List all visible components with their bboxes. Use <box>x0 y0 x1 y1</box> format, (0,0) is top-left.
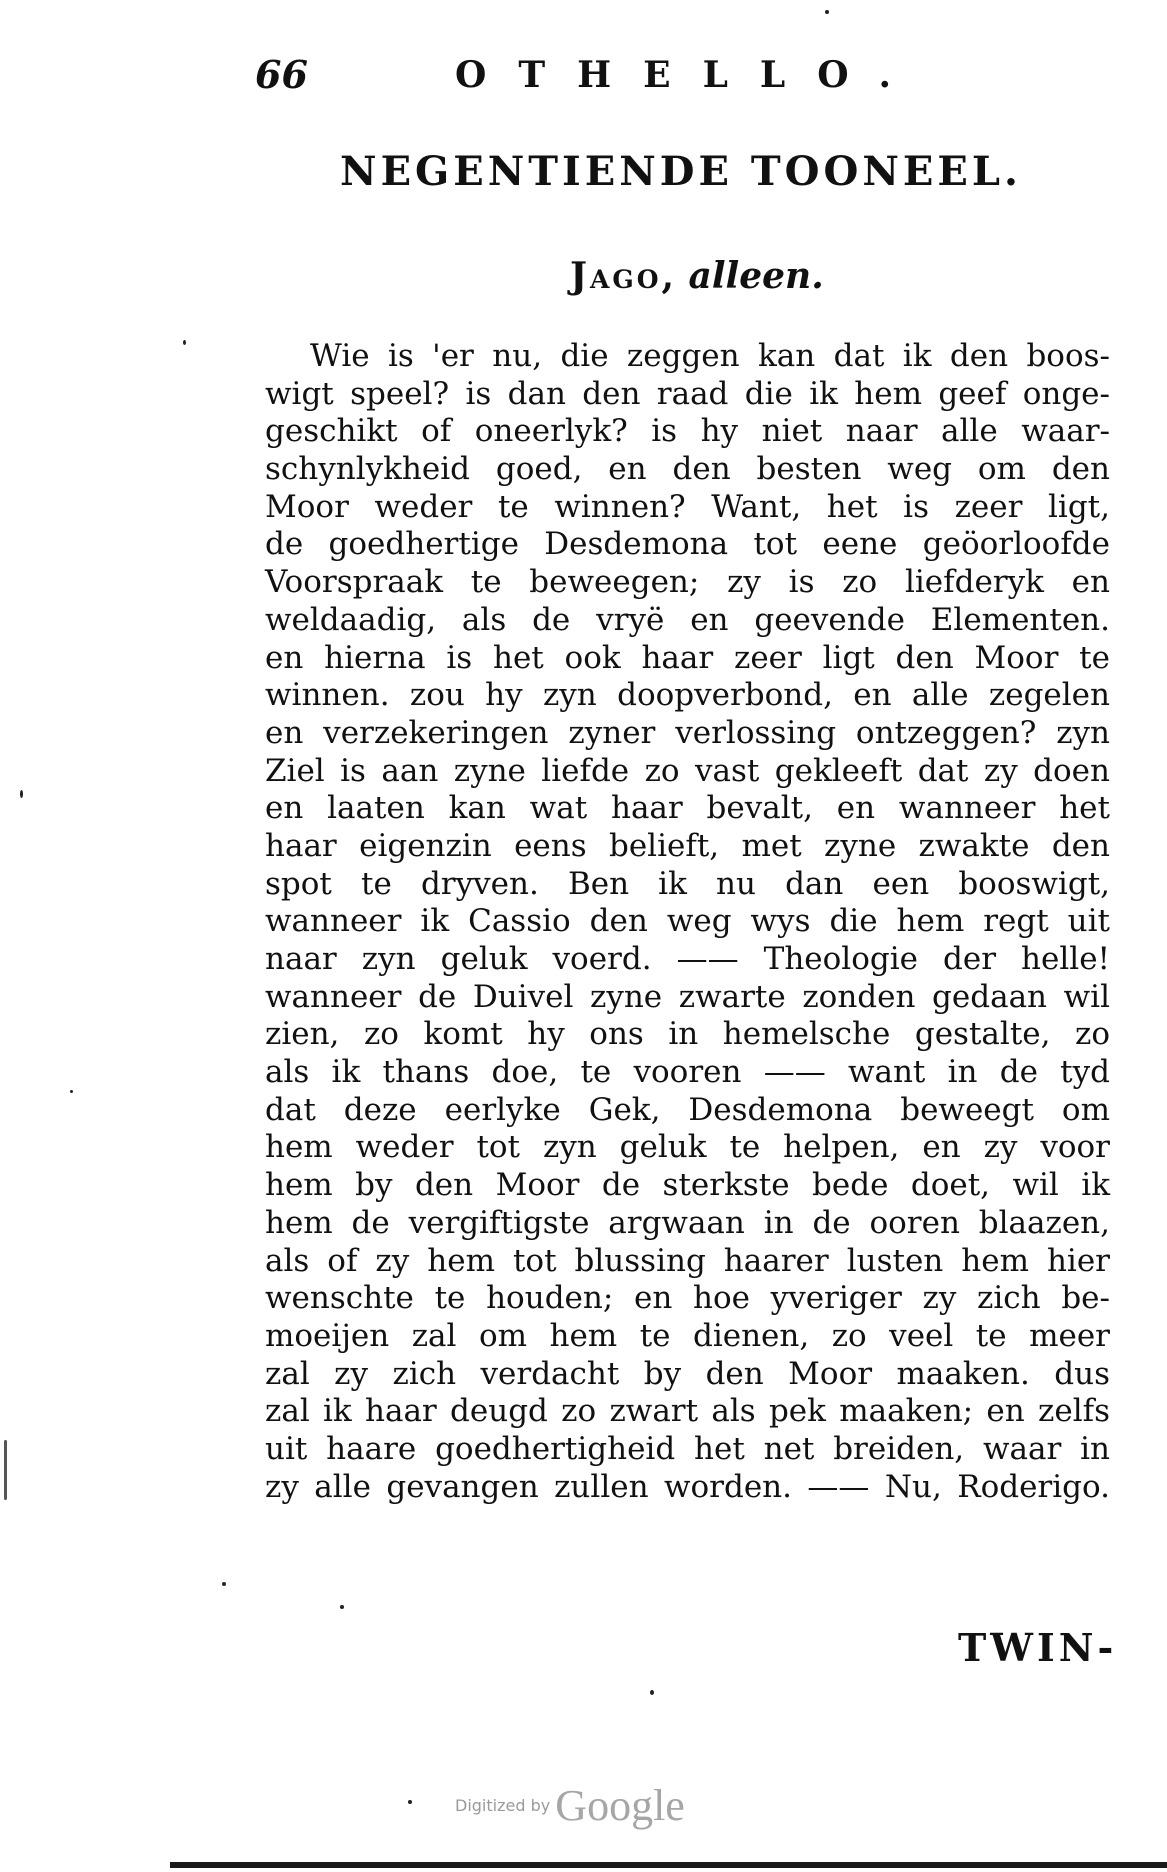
text-line: Ziel is aan zyne liefde zo vast gekleeft dat zy doen <box>265 752 1110 789</box>
text-line: zy alle gevangen zullen worden. —— Nu, Roderigo. <box>265 1468 1110 1505</box>
catchword: TWIN- <box>958 1625 1118 1670</box>
text-line: geschikt of oneerlyk? is hy niet naar alle waar- <box>265 413 1110 450</box>
page-number: 66 <box>255 52 308 97</box>
monologue-text <box>265 338 1110 1506</box>
ink-speck <box>4 1440 7 1500</box>
ink-speck <box>222 1582 226 1586</box>
speaker-line <box>570 255 824 297</box>
text-line: hem de vergiftigste argwaan in de ooren blaazen, <box>265 1204 1110 1241</box>
scene-title: NEGENTIENDE TOONEEL. <box>340 148 1022 195</box>
ink-speck <box>408 1800 412 1804</box>
text-line: zien, zo komt hy ons in hemelsche gestalte, zo <box>265 1016 1110 1053</box>
speaker-name: Jago, <box>570 255 678 297</box>
ink-speck <box>825 10 829 14</box>
text-line: wanneer de Duivel zyne zwarte zonden gedaan wil <box>265 978 1110 1015</box>
text-line: Wie is 'er nu, die zeggen kan dat ik den boos- <box>310 338 1110 374</box>
text-line: zal ik haar deugd zo zwart als pek maaken; en zelfs <box>265 1393 1110 1430</box>
text-line: uit haare goedhertigheid het net breiden, waar in <box>265 1430 1110 1467</box>
text-line: schynlykheid goed, en den besten weg om den <box>265 451 1110 488</box>
text-line: en hierna is het ook haar zeer ligt den Moor te <box>265 639 1110 676</box>
text-line: wigt speel? is dan den raad die ik hem geef onge- <box>265 375 1110 412</box>
page-header <box>255 52 924 102</box>
text-line: wenschte te houden; en hoe yveriger zy zich be- <box>265 1280 1110 1317</box>
text-line: moeijen zal om hem te dienen, zo veel te meer <box>265 1317 1110 1354</box>
text-line: de goedhertige Desdemona tot eene geöorloofde <box>265 526 1110 563</box>
text-line: als ik thans doe, te vooren —— want in de tyd <box>265 1054 1110 1091</box>
ink-speck <box>70 1090 73 1093</box>
text-line: wanneer ik Cassio den weg wys die hem regt uit <box>265 903 1110 940</box>
text-line: dat deze eerlyke Gek, Desdemona beweegt om <box>265 1091 1110 1128</box>
text-line: naar zyn geluk voerd. —— Theologie der helle! <box>265 941 1110 977</box>
text-line: Moor weder te winnen? Want, het is zeer ligt, <box>265 488 1110 525</box>
ink-speck <box>340 1605 344 1609</box>
page-edge-rule <box>170 1862 1167 1868</box>
text-line: winnen. zou hy zyn doopverbond, en alle zegelen <box>265 677 1110 714</box>
running-title: OTHELLO. <box>455 54 924 96</box>
text-line: Voorspraak te beweegen; zy is zo liefderyk en <box>265 564 1110 601</box>
digitization-watermark <box>455 1780 685 1831</box>
text-line: en laaten kan wat haar bevalt, en wanneer het <box>265 790 1110 827</box>
text-line: haar eigenzin eens belieft, met zyne zwakte den <box>265 827 1110 864</box>
text-line: zal zy zich verdacht by den Moor maaken. dus <box>265 1355 1110 1392</box>
watermark-brand: Google <box>555 1781 685 1830</box>
ink-speck <box>20 790 23 798</box>
ink-speck <box>650 1690 654 1695</box>
text-line: hem by den Moor de sterkste bede doet, wil ik <box>265 1167 1110 1204</box>
text-line: hem weder tot zyn geluk te helpen, en zy voor <box>265 1129 1110 1166</box>
text-line: spot te dryven. Ben ik nu dan een booswigt, <box>265 865 1110 902</box>
speaker-note: alleen. <box>688 255 824 297</box>
text-line: weldaadig, als de vryë en geevende Elementen. <box>265 601 1110 638</box>
text-line: als of zy hem tot blussing haarer lusten hem hier <box>265 1242 1110 1279</box>
watermark-prefix: Digitized by <box>455 1796 551 1815</box>
text-line: en verzekeringen zyner verlossing ontzeggen? zyn <box>265 714 1110 751</box>
ink-speck <box>183 340 186 345</box>
